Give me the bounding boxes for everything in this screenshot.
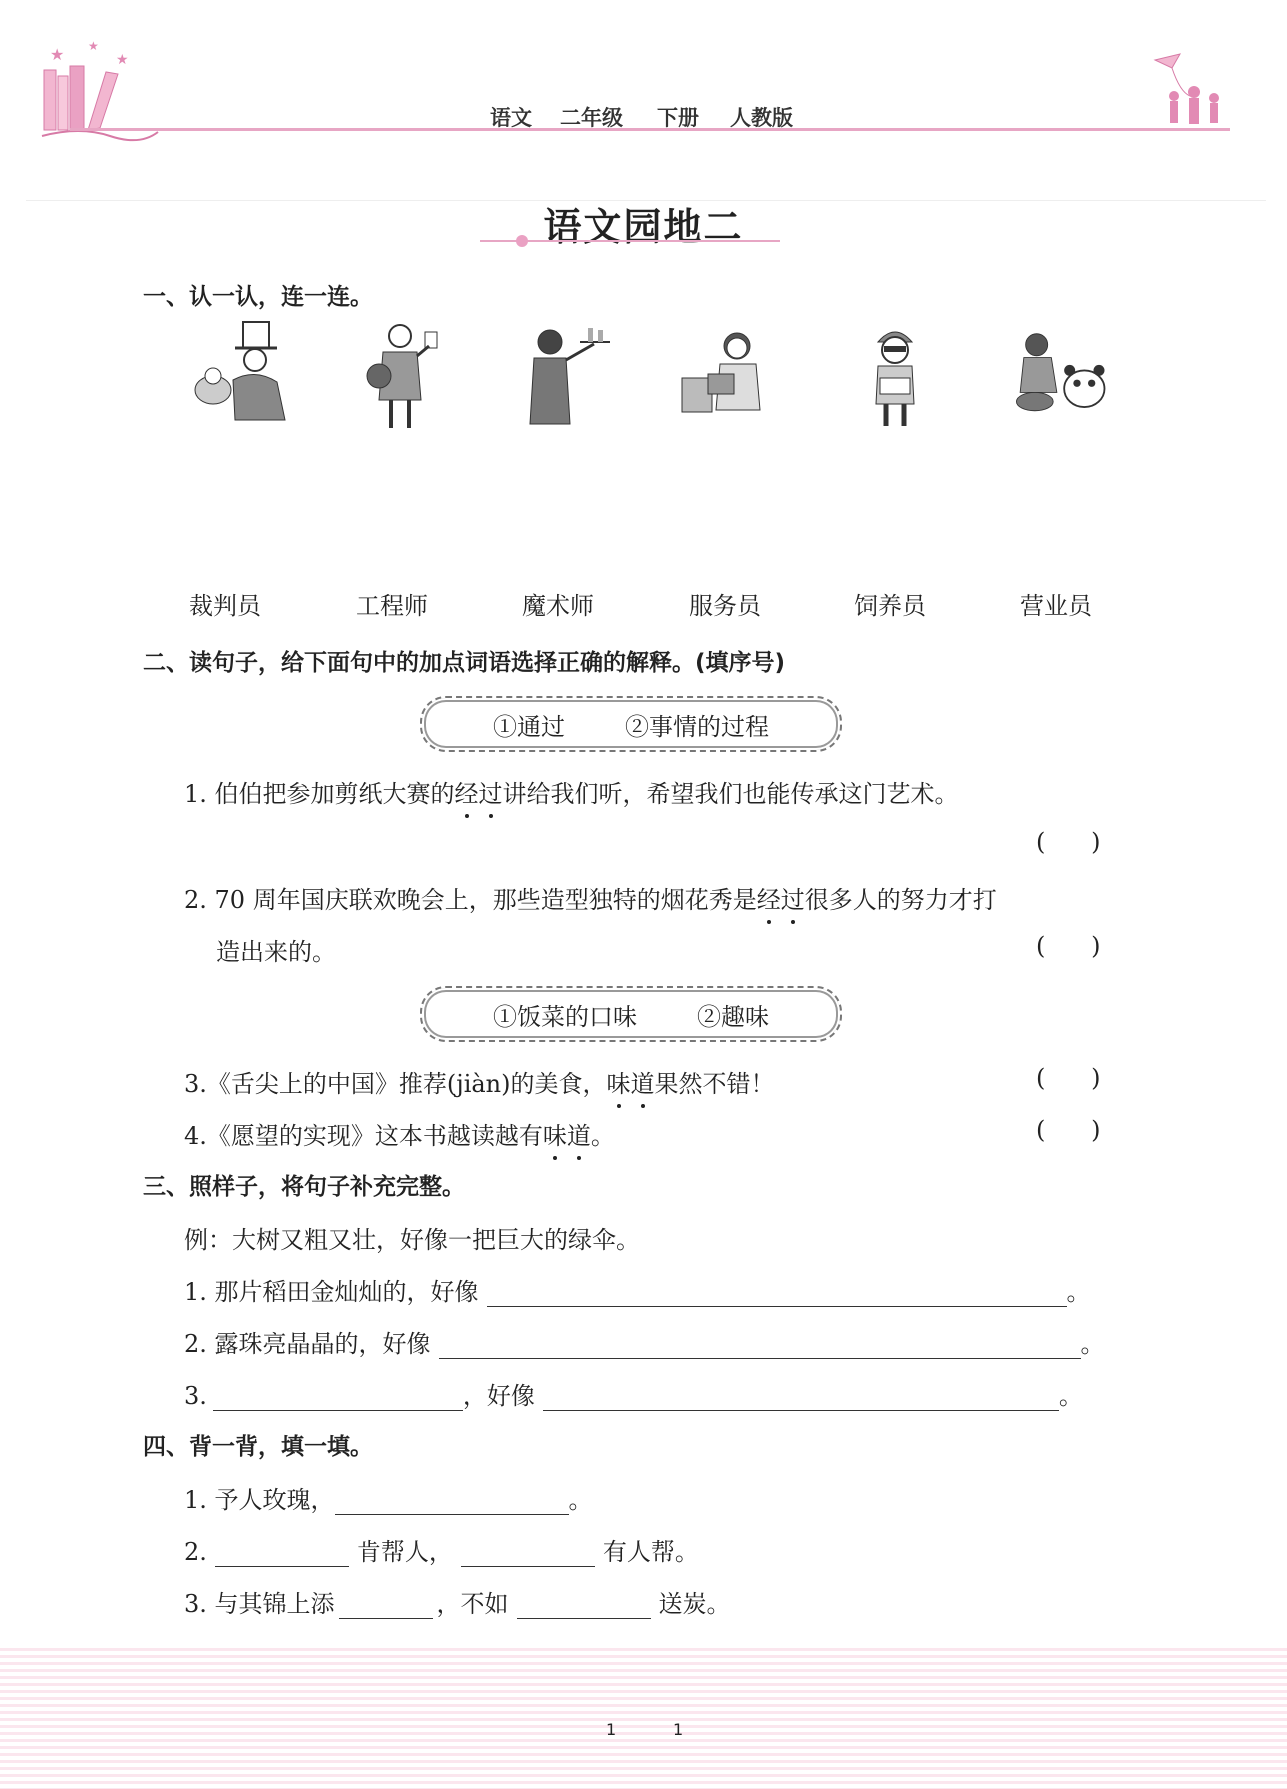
question-3-3: 3. ，好像 。 [184, 1382, 1083, 1410]
title-underline [480, 234, 780, 248]
section2-heading: 二、读句子，给下面句中的加点词语选择正确的解释。(填序号) [143, 650, 786, 676]
question-2-3: 3.《舌尖上的中国》推荐(jiàn)的美食，味道果然不错！ [184, 1064, 775, 1099]
occupation-6: 营业员 [1020, 592, 1092, 620]
answer-blank[interactable] [335, 1488, 569, 1515]
dotted-word: 经过 [757, 886, 805, 914]
answer-blank[interactable] [517, 1592, 651, 1619]
question-4-2: 2. 肯帮人， 有人帮。 [184, 1538, 699, 1566]
option-2: ②趣味 [697, 1002, 769, 1031]
page-number-1: 1 [606, 1720, 617, 1739]
option-2: ②事情的过程 [625, 712, 769, 741]
svg-text:★: ★ [88, 39, 99, 53]
referee-picture [345, 320, 455, 430]
question-2-4: 4.《愿望的实现》这本书越读越有味道。 [184, 1116, 615, 1151]
answer-blank[interactable] [339, 1592, 433, 1619]
answer-blank[interactable] [461, 1540, 595, 1567]
question-2-2-cont: 造出来的。 [216, 938, 336, 966]
cashier-picture [672, 320, 782, 430]
answer-blank[interactable] [215, 1540, 349, 1567]
header-subject: 语文 [490, 105, 532, 130]
section4-heading: 四、背一背，填一填。 [143, 1434, 373, 1460]
question-3-1: 1. 那片稻田金灿灿的，好像 。 [184, 1278, 1091, 1306]
waitress-picture [508, 320, 618, 430]
books-stars-decoration [40, 36, 160, 151]
answer-blank[interactable] [213, 1384, 463, 1411]
answer-blank[interactable] [543, 1384, 1059, 1411]
answer-blank[interactable] [487, 1280, 1067, 1307]
question-2-1: 1. 伯伯把参加剪纸大赛的经过讲给我们听，希望我们也能传承这门艺术。 [184, 774, 959, 809]
occupation-2: 工程师 [356, 592, 428, 620]
occupation-4: 服务员 [689, 592, 761, 620]
meaning-box-jingguo [420, 696, 842, 752]
section1-heading: 一、认一认，连一连。 [143, 284, 373, 310]
dotted-word: 经过 [455, 780, 503, 808]
meaning-box-weidao [420, 986, 842, 1042]
answer-blank[interactable] [439, 1332, 1081, 1359]
footer-stripes [0, 1648, 1287, 1789]
page-title: 语文园地二 [543, 204, 744, 249]
question-2-2: 2. 70 周年国庆联欢晚会上，那些造型独特的烟花秀是经过很多人的努力才打 [184, 880, 997, 915]
children-kite-decoration [1150, 52, 1230, 132]
question-4-3: 3. 与其锦上添 ，不如 送炭。 [184, 1590, 731, 1618]
occupation-1: 裁判员 [189, 592, 261, 620]
question-4-1: 1. 予人玫瑰， 。 [184, 1486, 593, 1514]
page-number-2: 1 [673, 1720, 684, 1739]
occupation-3: 魔术师 [522, 592, 594, 620]
example-sentence: 例：大树又粗又壮，好像一把巨大的绿伞。 [184, 1226, 640, 1254]
header-grade: 二年级 [560, 105, 623, 130]
header-volume: 下册 [657, 105, 699, 130]
magician-picture [185, 320, 295, 430]
dotted-word: 味道 [543, 1122, 591, 1150]
svg-text:★: ★ [50, 45, 65, 64]
question-3-2: 2. 露珠亮晶晶的，好像 。 [184, 1330, 1105, 1358]
answer-paren-1[interactable]: ( ) [1036, 828, 1101, 856]
occupation-5: 饲养员 [854, 592, 926, 620]
answer-paren-2[interactable]: ( ) [1036, 932, 1101, 960]
engineer-picture [840, 320, 950, 430]
keeper-picture [1000, 320, 1110, 430]
header-edition: 人教版 [730, 105, 793, 130]
answer-paren-4[interactable]: ( ) [1036, 1116, 1101, 1144]
answer-paren-3[interactable]: ( ) [1036, 1064, 1101, 1092]
dotted-word: 味道 [607, 1070, 655, 1098]
header-rule [70, 128, 1230, 131]
option-1: ①饭菜的口味 [493, 1002, 637, 1031]
section3-heading: 三、照样子，将句子补充完整。 [143, 1174, 465, 1200]
svg-text:★: ★ [116, 52, 129, 68]
option-1: ①通过 [493, 712, 565, 741]
